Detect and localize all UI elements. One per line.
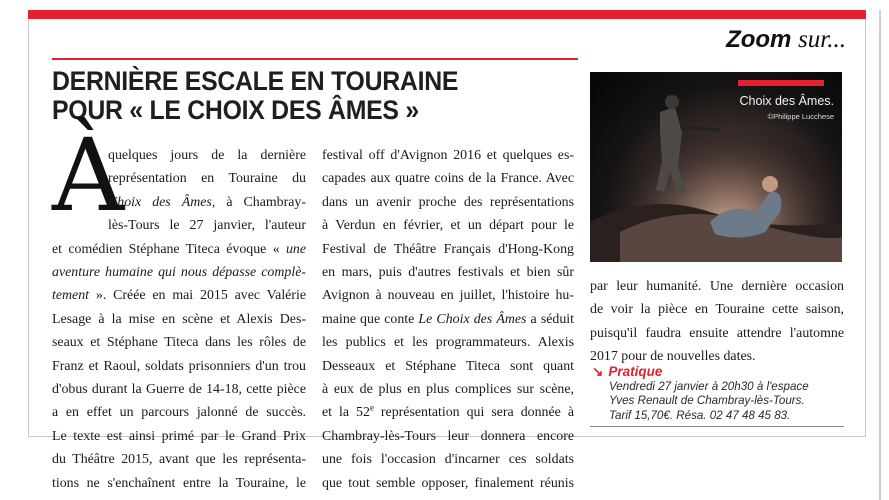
arrow-down-right-icon: ↘: [592, 364, 604, 379]
col2-line: à Verdun en février, et un départ pour le: [322, 218, 574, 234]
pratique-line: Vendredi 27 janvier à 20h30 à l'espace: [609, 380, 809, 393]
col2-line: à eux de plus en plus complices sur scène,: [322, 382, 574, 398]
col2-line: et la 52e représentation qui sera donnée à: [322, 402, 574, 421]
col3-line: par leur humanité. Une dernière occasion: [590, 279, 844, 294]
pratique-rule: [590, 426, 844, 427]
col2-line: que tout semble opposer, finalement réunis: [322, 475, 574, 491]
section-label: [726, 26, 846, 54]
col2-line: les publics et les programmateurs. Alexis: [322, 335, 574, 351]
section-sur: sur...: [798, 26, 846, 53]
col1-line: et comédien Stéphane Titeca évoque « une: [52, 241, 306, 257]
headline-line-2: POUR « LE CHOIX DES ÂMES »: [52, 95, 419, 125]
col1-line: du Théâtre 2015, avant que les représenta-: [52, 452, 306, 468]
headline: [52, 67, 540, 125]
col1-title-italic: Choix des Âmes: [108, 194, 212, 210]
col2-line: maine que conte Le Choix des Âmes a séduit: [322, 311, 575, 327]
col1-line: tions ne s'enchaînent entre la Touraine, le: [52, 475, 306, 491]
col1-line: quelques jours de la dernière: [108, 148, 306, 163]
col2-line: Desseaux et Stéphane Titeca sont quant: [322, 358, 574, 374]
headline-rule: [52, 58, 578, 60]
pratique-info: [609, 380, 809, 423]
top-accent-bar: [28, 10, 866, 19]
headline-line-1: DERNIÈRE ESCALE EN TOURAINE: [52, 66, 459, 96]
drop-cap: À: [52, 117, 125, 234]
col1-line: aventure humaine qui nous dépasse complè-: [52, 265, 306, 281]
col1-line: Lesage à la mise en scène et Alexis Des-: [52, 311, 306, 327]
col1-line: Le texte est ainsi primé par le Grand Prix: [52, 428, 306, 444]
article-column-2: [322, 144, 574, 495]
pratique-line: Tarif 15,70€. Résa. 02 47 48 45 83.: [609, 408, 791, 422]
col2-line: festival off d'Avignon 2016 et quelques es-: [322, 148, 574, 163]
col3-line: 2017 pour de nouvelles dates.: [590, 349, 756, 365]
col3-line: puisqu'il faudra ensuite attendre l'automne: [590, 325, 844, 341]
col1-line: Choix des Âmes, à Chambray-: [108, 194, 306, 210]
page-edge: [879, 10, 881, 500]
col2-line: dans un avenir proche des représentations: [322, 194, 574, 210]
col2-line: Avignon à nouveau en juillet, l'histoire hu-: [322, 288, 574, 304]
col2-line: en mars, puis d'autres festivals et bien sûr: [322, 265, 574, 281]
col2-line: capades aux quatre coins de la France. Avec: [322, 171, 574, 187]
col1-line: tement ». Créée en mai 2015 avec Valérie: [52, 288, 306, 304]
col3-line: de voir la pièce en Touraine cette saison,: [590, 302, 844, 318]
col1-line: a en effet un parcours jalonné de succès.: [52, 405, 306, 421]
col1-line: Franz et Raoul, soldats prisonniers d'un trou: [52, 358, 306, 374]
col1-line: représentation en Touraine du: [108, 171, 306, 187]
photo-caption: Choix des Âmes.: [739, 94, 834, 108]
article-column-1: [52, 144, 306, 495]
col2-line: une fois l'occasion d'incarner ces soldats: [322, 452, 574, 468]
play-photo: [590, 72, 842, 262]
col1-line: d'obus durant la Guerre de 14-18, cette pièce: [52, 382, 306, 398]
caption-accent-stripe: [738, 80, 824, 86]
pratique-label: Pratique: [608, 364, 663, 379]
col1-line: lès-Tours le 27 janvier, l'auteur: [108, 218, 306, 234]
pratique-line: Yves Renault de Chambray-lès-Tours.: [609, 394, 805, 408]
col2-line: Chambray-lès-Tours leur donnera encore: [322, 428, 574, 444]
pratique-heading: [592, 364, 662, 380]
article-column-3: [590, 275, 844, 369]
section-zoom: Zoom: [726, 26, 792, 53]
col1-line: seaux et Stéphane Titeca dans les rôles de: [52, 335, 306, 351]
photo-credit: ©Philippe Lucchese: [767, 112, 834, 121]
col2-line: Festival de Théâtre Français d'Hong-Kong: [322, 241, 574, 257]
